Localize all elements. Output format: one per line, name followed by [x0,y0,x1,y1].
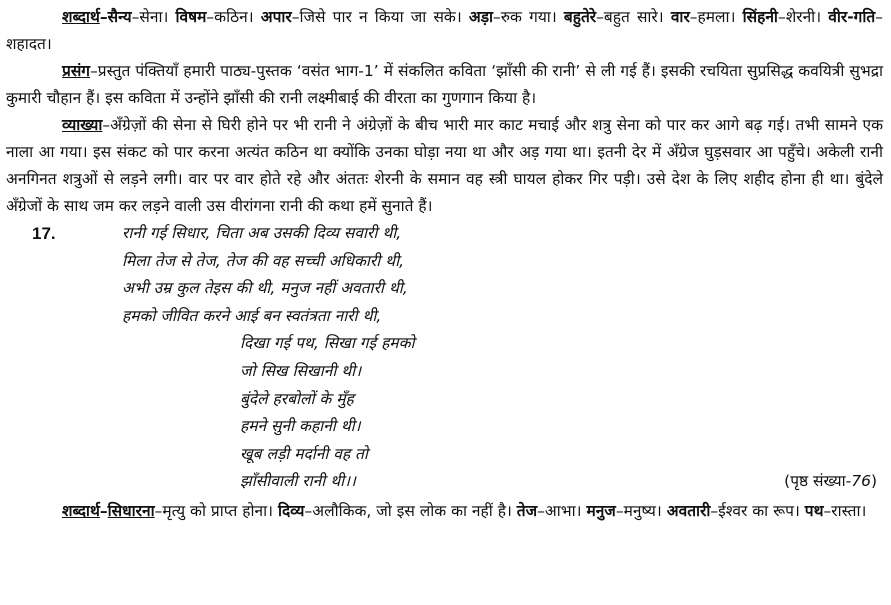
glossary-term: मनुज [586,502,616,520]
prasang-text: प्रस्तुत पंक्तियाँ हमारी पाठ्य-पुस्तक ‘वसंत भाग-1’ में संकलित कविता ‘झाँसी की रानी’ से ली गई हैं। इसकी रचयिता सुप्रसिद्ध कवयित्री सुभद्रा कुमारी चौहान हैं। इस कविता में उन्होंने झाँसी की रानी लक्ष्मीबाई की वीरता का गुणगान किया है। [6,62,883,107]
glossary-term: सैन्य [107,8,132,26]
glossary-term: वार [670,8,690,26]
poem-line: दिखा गई पथ, सिखा गई हमको [240,334,415,353]
glossary-term: तेज [516,502,538,520]
glossary-heading: शब्दार्थ [62,502,100,520]
glossary-meaning: बहुत सारे। [603,8,664,26]
glossary-meaning: मनुष्य। [623,502,662,520]
glossary-term: विषम [175,8,207,26]
glossary-term: वीर-गति [828,8,876,26]
poem-stanza [6,220,883,498]
glossary-meaning: अलौकिक, जो इस लोक का नहीं है। [312,502,512,520]
poem-line: मिला तेज से तेज, तेज की वह सच्ची अधिकारी थी, [122,251,405,270]
glossary-block-1: शब्दार्थ–सैन्य–सेना। विषम–कठिन। अपार–जिसे पार न किया जा सके। अड़ा–रुक गया। बहुतेरे–बहुत सारे। वार–हमला। सिंहनी–शेरनी। वीर-गति–शहादत। [6,8,883,53]
glossary-meaning: आभा। [544,502,582,520]
glossary-meaning: रुक गया। [500,8,557,26]
vyakhya-text: अँग्रेज़ों की सेना से घिरी होने पर भी रानी ने अंग्रेज़ों के बीच भारी मार काट मचाई और शत्रु सेना को पार कर आगे बढ़ गई। तभी सामने एक नाला आ गया। इस संकट को पार करना अत्यंत कठिन था क्योंकि उनका घोड़ा नया था और अड़ गया था। इतनी देर में अँग्रेज घुड़सवार आ पहुँचे। अकेली रानी अनगिनत शत्रुओं से लड़ने लगी। वार पर वार होते रहे और अंततः शेरनी के समान वह स्त्री घायल होकर गिर पड़ी। उसे देश के लिए शहीद होना ही था। बुंदेले अँग्रेजों के साथ जम कर लड़ने वाली उस वीरांगना रानी की कथा हमें सुनाते हैं। [6,116,883,215]
poem-line: हमको जीवित करने आई बन स्वतंत्रता नारी थी, [122,306,382,325]
glossary-meaning: शहादत। [6,35,52,53]
glossary-meaning: ईश्वर का रूप। [718,502,800,520]
poem-line: झाँसीवाली रानी थी।। [240,472,356,491]
glossary-term: अपार [260,8,292,26]
vyakhya-label: व्याख्या [62,116,103,134]
glossary-heading: शब्दार्थ [62,8,100,26]
glossary-meaning: सेना। [139,8,169,26]
glossary-term: पथ [804,502,824,520]
glossary-meaning: मृत्यु को प्राप्त होना। [162,502,273,520]
glossary-block-2: शब्दार्थ–सिधारना–मृत्यु को प्राप्त होना। दिव्य–अलौकिक, जो इस लोक का नहीं है। तेज–आभा। मनुज–मनुष्य। अवतारी–ईश्वर का रूप। पथ–रास्ता। [62,502,867,520]
glossary-meaning: रास्ता। [831,502,867,520]
glossary-term: अवतारी [666,502,711,520]
glossary-meaning: हमला। [697,8,736,26]
stanza-number: 17. [32,224,56,243]
glossary-meaning: कठिन। [214,8,254,26]
poem-line: हमने सुनी कहानी थी। [240,417,361,436]
poem-line: अभी उम्र कुल तेइस की थी, मनुज नहीं अवतारी थी, [122,279,408,298]
vyakhya-paragraph: व्याख्या–अँग्रेज़ों की सेना से घिरी होने पर भी रानी ने अंग्रेज़ों के बीच भारी मार काट मचाई और शत्रु सेना को पार कर आगे बढ़ गई। तभी सामने एक नाला आ गया। इस संकट को पार करना अत्यंत कठिन था क्योंकि उनका घोड़ा नया था और अड़ गया था। इतनी देर में अँग्रेज घुड़सवार आ पहुँचे। अकेली रानी अनगिनत शत्रुओं से लड़ने लगी। वार पर वार होते रहे और अंततः शेरनी के समान वह स्त्री घायल होकर गिर पड़ी। उसे देश के लिए शहीद होना ही था। बुंदेले अँग्रेजों के साथ जम कर लड़ने वाली उस वीरांगना रानी की कथा हमें सुनाते हैं। [6,116,883,215]
poem-line: जो सिख सिखानी थी। [240,361,362,380]
poem-verse [122,220,415,496]
prasang-paragraph: प्रसंग–प्रस्तुत पंक्तियाँ हमारी पाठ्य-पुस्तक ‘वसंत भाग-1’ में संकलित कविता ‘झाँसी की रानी’ से ली गई हैं। इसकी रचयिता सुप्रसिद्ध कवयित्री सुभद्रा कुमारी चौहान हैं। इस कविता में उन्होंने झाँसी की रानी लक्ष्मीबाई की वीरता का गुणगान किया है। [6,62,883,107]
glossary-meaning: जिसे पार न किया जा सके। [299,8,462,26]
glossary-term: दिव्य [277,502,305,520]
poem-line: बुंदेले हरबोलों के मुँह [240,389,354,408]
glossary-meaning: शेरनी। [785,8,822,26]
glossary-term: सिधारना [107,502,155,520]
page-reference: (पृष्ठ संख्या-76) [784,472,877,490]
glossary-term: अड़ा [468,8,494,26]
poem-line: रानी गई सिधार, चिता अब उसकी दिव्य सवारी थी, [122,224,402,242]
prasang-label: प्रसंग [62,62,91,80]
glossary-term: सिंहनी [742,8,778,26]
glossary-term: बहुतेरे [563,8,597,26]
poem-line: खूब लड़ी मर्दानी वह तो [240,444,368,463]
